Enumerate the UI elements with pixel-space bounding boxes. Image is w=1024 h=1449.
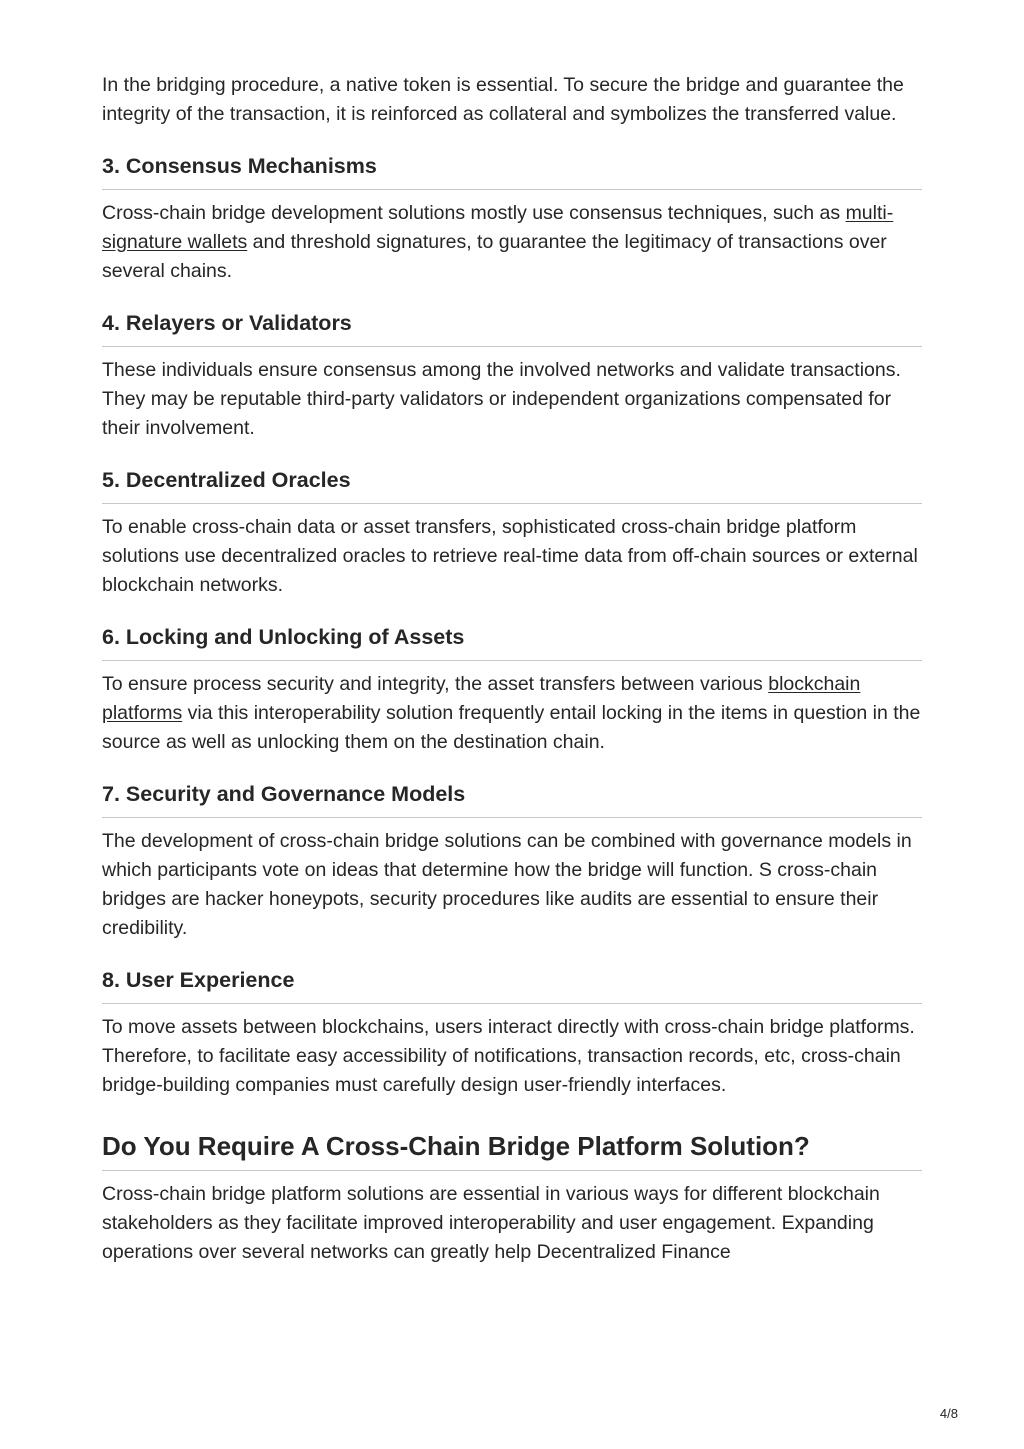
paragraph-require-solution: Cross-chain bridge platform solutions are essential in various ways for different blockchain stakeholders as they facilitate improved interoperability and user engagement. Expanding operations over several networks can greatly help Decentralized Finance xyxy=(102,1183,880,1263)
paragraph-text: To ensure process security and integrity, the asset transfers between various xyxy=(102,673,769,695)
document-page xyxy=(102,71,922,1267)
paragraph-security-governance: The development of cross-chain bridge solutions can be combined with governance models in which participants vote on ideas that determine how the bridge will function. S cross-chain bridges are hacker honeypots, security procedures like audits are essential to ensure their credibility. xyxy=(102,830,912,939)
heading-user-experience: 8. User Experience xyxy=(102,967,922,1004)
paragraph-locking-unlocking xyxy=(102,670,922,757)
heading-relayers-validators: 4. Relayers or Validators xyxy=(102,310,922,347)
paragraph-user-experience: To move assets between blockchains, users interact directly with cross-chain bridge platforms. Therefore, to facilitate easy accessibility of notifications, transaction records, etc, cross-chain bridge-building companies must carefully design user-friendly interfaces. xyxy=(102,1016,915,1096)
heading-decentralized-oracles: 5. Decentralized Oracles xyxy=(102,467,922,504)
paragraph-consensus-mechanisms xyxy=(102,199,922,286)
paragraph-text: Cross-chain bridge development solutions mostly use consensus techniques, such as xyxy=(102,202,846,224)
paragraph-text: via this interoperability solution frequently entail locking in the items in question in the source as well as unlocking them on the destination chain. xyxy=(102,702,921,753)
blockchain-platforms-link[interactable]: blockchain platforms xyxy=(102,673,861,724)
paragraph-relayers-validators: These individuals ensure consensus among the involved networks and validate transactions. They may be reputable third-party validators or independent organizations compensated for their involvement. xyxy=(102,359,901,439)
heading-consensus-mechanisms: 3. Consensus Mechanisms xyxy=(102,153,922,190)
heading-locking-unlocking: 6. Locking and Unlocking of Assets xyxy=(102,624,922,661)
paragraph-text: and threshold signatures, to guarantee the legitimacy of transactions over several chains. xyxy=(102,231,887,282)
paragraph-decentralized-oracles: To enable cross-chain data or asset transfers, sophisticated cross-chain bridge platform solutions use decentralized oracles to retrieve real-time data from off-chain sources or external blockchain networks. xyxy=(102,516,918,596)
multi-signature-wallets-link[interactable]: multi-signature wallets xyxy=(102,202,894,253)
intro-paragraph: In the bridging procedure, a native token is essential. To secure the bridge and guarantee the integrity of the transaction, it is reinforced as collateral and symbolizes the transferred value. xyxy=(102,74,904,125)
heading-require-solution: Do You Require A Cross-Chain Bridge Platform Solution? xyxy=(102,1130,922,1171)
heading-security-governance: 7. Security and Governance Models xyxy=(102,781,922,818)
page-number: 4/8 xyxy=(939,1406,958,1421)
